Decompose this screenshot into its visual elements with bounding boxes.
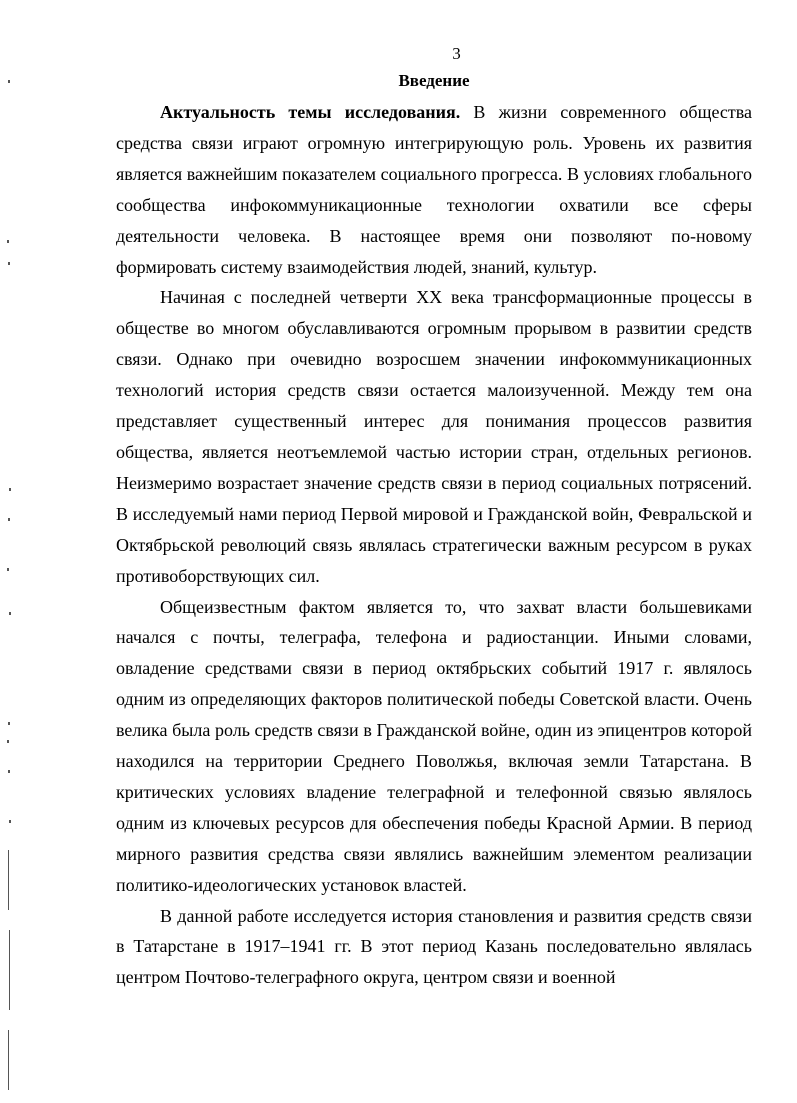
paragraph: Общеизвестным фактом является то, что захват власти большевиками начался с почты, телеграфа, телефона и радиостанции. Иными словами, овладение средствами связи в период октябрьских событий 1917 г. являлось одним из определяющих факторов политической победы Советской власти. Очень велика была роль средств связи в Гражданской войне, один из эпицентров которой находился на территории Среднего Поволжья, включая земли Татарстана. В критических условиях владение телеграфной и телефонной связью являлось одним из ключевых ресурсов для обеспечения победы Красной Армии. В период мирного развития средства связи являлись важнейшим элементом реализации политико-идеологических установок властей. — [116, 596, 752, 895]
paragraph: Начиная с последней четверти XX века трансформационные процессы в обществе во многом обуславливаются огромным прорывом в развитии средств связи. Однако при очевидно возросшем значении инфокоммуникационных технологий история средств связи остается малоизученной. Между тем она представляет существенный интерес для понимания процессов развития общества, является неотъемлемой частью истории стран, отдельных регионов. Неизмеримо возрастает значение средств связи в период социальных потрясений. В исследуемый нами период Первой мировой и Гражданской войн, Февральской и Октябрьской революций связь являлась стратегически важным ресурсом в руках противоборствующих сил. — [116, 287, 752, 586]
page-number: 3 — [452, 44, 461, 63]
section-title: Введение — [398, 71, 470, 90]
paragraph-text: В жизни современного общества средства связи играют огромную интегрирующую роль. Уровень их развития является важнейшим показателем социального прогресса. В условиях глобального сообщества инфокоммуникационные технологии охватили все сферы деятельности человека. В настоящее время они позволяют по-новому формировать систему взаимодействия людей, знаний, культур. — [116, 102, 752, 277]
paragraph-lead: Актуальность темы исследования. — [160, 102, 461, 122]
paragraph — [116, 97, 752, 282]
paragraph: В данной работе исследуется история становления и развития средств связи в Татарстане в 1917–1941 гг. В этот период Казань последовательно являлась центром Почтово-телеграфного округа, центром связи и военной — [116, 905, 752, 988]
body-text — [116, 97, 752, 993]
scan-margin-marks — [0, 0, 30, 1103]
